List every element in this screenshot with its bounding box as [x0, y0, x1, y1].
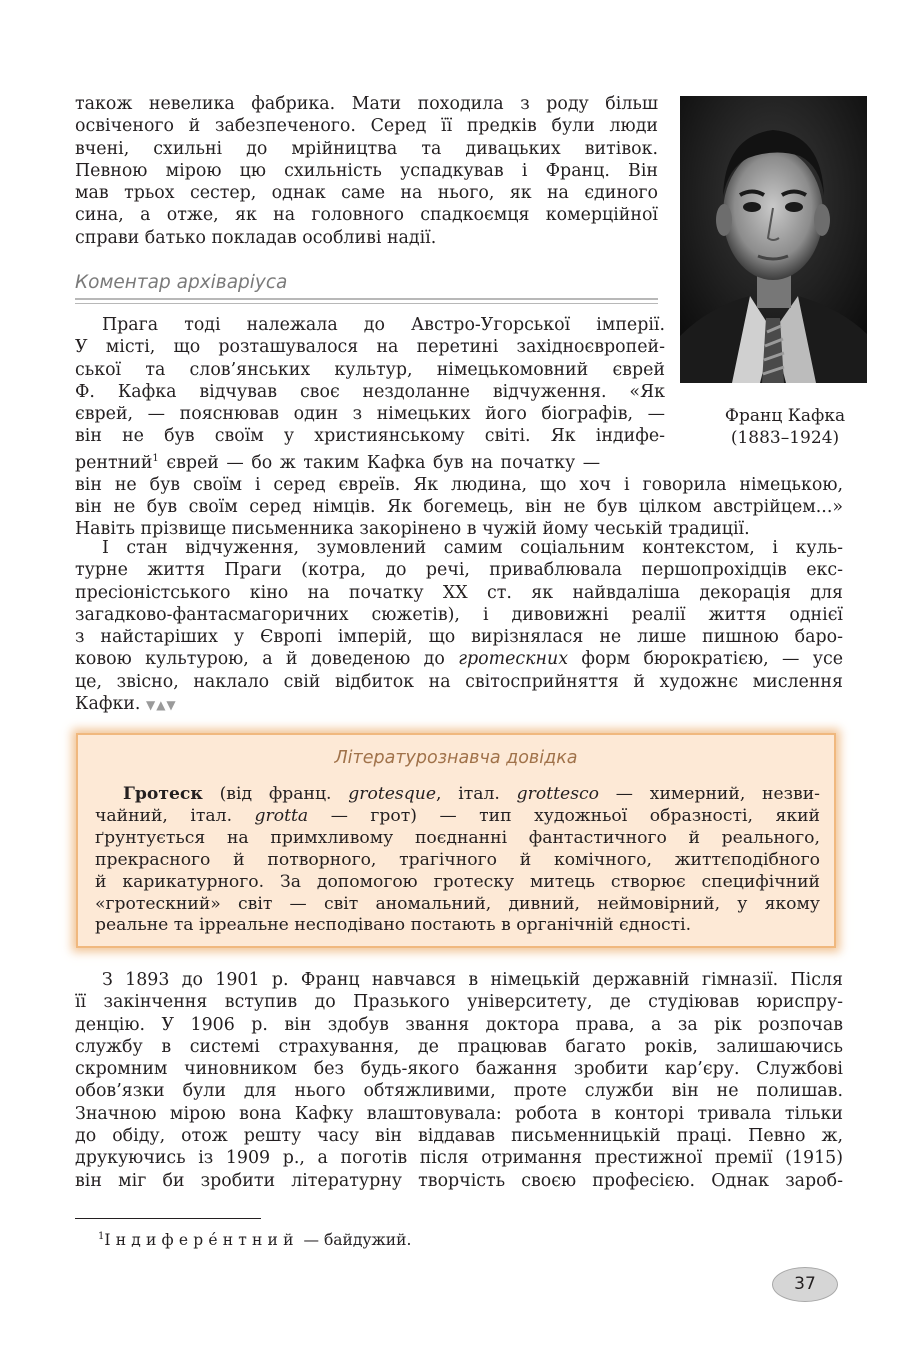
heading-rule: [75, 303, 658, 304]
text-line: «гротескний» світ — світ аномальний, дивний, неймовірний, у якому: [95, 893, 820, 914]
text-line: також невелика фабрика. Мати походила з роду більш: [75, 94, 658, 114]
literary-reference-box: [76, 733, 836, 948]
footnote-marker: 1: [98, 1231, 105, 1242]
footnote-definition: — байдужий.: [298, 1231, 412, 1250]
text-line: скромним чиновником без будь-якого бажання зробити кар’єру. Службові: [75, 1059, 843, 1080]
foreign-word: grotesque: [348, 784, 436, 804]
text-line: службу в системі страхування, де працював багато років, залишаючись: [75, 1036, 843, 1057]
text-line: ґрунтується на примхливому поєднанні фантастичного й реального,: [95, 827, 820, 848]
term-grotesque: Гротеск: [123, 784, 203, 804]
italic-term: гротескних: [458, 649, 568, 670]
heading-rule: [75, 298, 658, 300]
archive-comment-heading: Коментар архіваріуса: [75, 272, 288, 293]
text-line: освіченого й забезпеченого. Серед її предків були люди: [75, 116, 658, 137]
text-line: й карикатурного. За допомогою гротеску митець створює специфічний: [95, 871, 820, 892]
text-line: [95, 806, 820, 828]
text-line: [75, 448, 665, 474]
footnote-ref[interactable]: 1: [152, 452, 159, 464]
footnote-rule: [75, 1218, 261, 1219]
text-run: єврей — бо ж таким Кафка був на початку —: [166, 452, 601, 473]
text-line: [95, 784, 820, 806]
text-line: прекрасного й потворного, трагічного й комічного, життєподібного: [95, 849, 820, 870]
text-line: турне життя Праги (котра, до речі, приваблювала першопрохідців екс-: [75, 560, 843, 581]
text-line: [75, 648, 843, 670]
caption-name: Франц Кафка: [724, 406, 846, 426]
photo-caption: [680, 405, 890, 449]
foreign-word: grotta: [254, 805, 309, 826]
text-line: [75, 693, 843, 716]
text-line: її закінчення вступив до Празького університету, де студіював юриспру-: [75, 992, 843, 1013]
text-line: до обіду, отож решту часу він віддавав письменницькій праці. Певно ж,: [75, 1126, 843, 1147]
caption-years: (1883–1924): [730, 428, 840, 448]
portrait-illustration: [680, 96, 867, 383]
text-line: реальне та ірреальне несподівано постають в органічній єдності.: [95, 915, 692, 936]
text-line: сина, а отже, як на головного спадкоємця комерційної: [75, 205, 658, 226]
text-line: він не був своїм у християнському світі. Як індифе-: [75, 426, 665, 447]
text-line: друкуючись із 1909 р., а поготів після отримання престижної премії (1915): [75, 1148, 843, 1169]
text-line: справи батько покладав особливі надії.: [75, 227, 437, 248]
kafka-portrait-photo: [680, 96, 867, 383]
text-line: єврей, — пояснював один з німецьких його біографів, —: [75, 404, 665, 425]
text-line: це, звісно, наклало свій відбиток на світосприйняття й художнє мислення: [75, 671, 843, 692]
text-line: він не був своїм і серед євреїв. Як людина, що хоч і говорила німецькою,: [75, 474, 843, 495]
text-line: ської та слов’янських культур, німецькомовний єврей: [75, 359, 665, 380]
text-line: З 1893 до 1901 р. Франц навчався в німецькій державній гімназії. Після: [102, 970, 843, 990]
footnote: [98, 1231, 411, 1249]
text-run: ковою культурою, а й доведеною до: [75, 649, 445, 670]
text-run: Кафки.: [75, 694, 141, 715]
text-line: Навіть прізвище письменника закорінено в чужій йому чеській традиції.: [75, 519, 750, 540]
text-run: чайний, італ.: [95, 805, 255, 826]
text-line: Певною мірою цю схильність успадкував і Франц. Він: [75, 160, 658, 181]
text-line: загадково-фантасмагоричних сюжетів), і дивовижні реалії життя однієї: [75, 604, 843, 625]
footnote-term: Індифере́нтний: [104, 1231, 299, 1250]
reference-title: Літературознавча довідка: [334, 748, 578, 768]
text-line: пресіоністського кіно на початку XX ст. як найвдаліша декорація для: [75, 582, 843, 603]
text-line: вчені, схильні до мрійництва та дивацьких витівок.: [75, 138, 658, 159]
text-run: рентний: [75, 452, 153, 473]
study-paragraph: [75, 969, 843, 1192]
text-line: денцію. У 1906 р. він здобув звання доктора права, а за рік розпочав: [75, 1014, 843, 1035]
text-line: з найстаріших у Європі імперій, що вирізнялася не лише пишною баро-: [75, 627, 843, 648]
alienation-paragraph: [75, 537, 843, 716]
reference-text: [95, 784, 820, 937]
text-run: (від франц.: [202, 784, 349, 804]
text-line: Ф. Кафка відчував своє нездоланне відчуження. «Як: [75, 381, 665, 402]
text-run: , італ.: [436, 784, 517, 804]
text-line: він не був своїм серед німців. Як богемець, він не був цілком австрійцем...»: [75, 497, 843, 518]
text-line: мав трьох сестер, однак саме на нього, як на єдиного: [75, 183, 658, 204]
text-line: Прага тоді належала до Австро-Угорської імперії.: [102, 315, 665, 335]
text-run: — химерний, незви-: [599, 784, 820, 804]
text-line: І стан відчуження, зумовлений самим соціальним контекстом, і куль-: [102, 538, 843, 558]
intro-paragraph: [75, 93, 658, 249]
text-line: Значною мірою вона Кафку влаштовувала: робота в конторі тривала тільки: [75, 1103, 843, 1124]
text-run: форм бюрократією, — усе: [581, 649, 843, 670]
text-line: У місті, що розташувалося на перетині західноєвропей-: [75, 337, 665, 358]
section-end-marker-icon: ▼▲▼: [145, 698, 177, 713]
page-number-badge: 37: [772, 1267, 838, 1302]
text-line: він міг би зробити літературну творчість своєю професією. Однак зароб-: [75, 1170, 843, 1191]
text-run: — грот) — тип художньої образності, який: [308, 805, 820, 826]
foreign-word: grottesco: [516, 784, 600, 804]
text-line: обов’язки були для нього обтяжливими, проте служби він не полишав.: [75, 1081, 843, 1102]
